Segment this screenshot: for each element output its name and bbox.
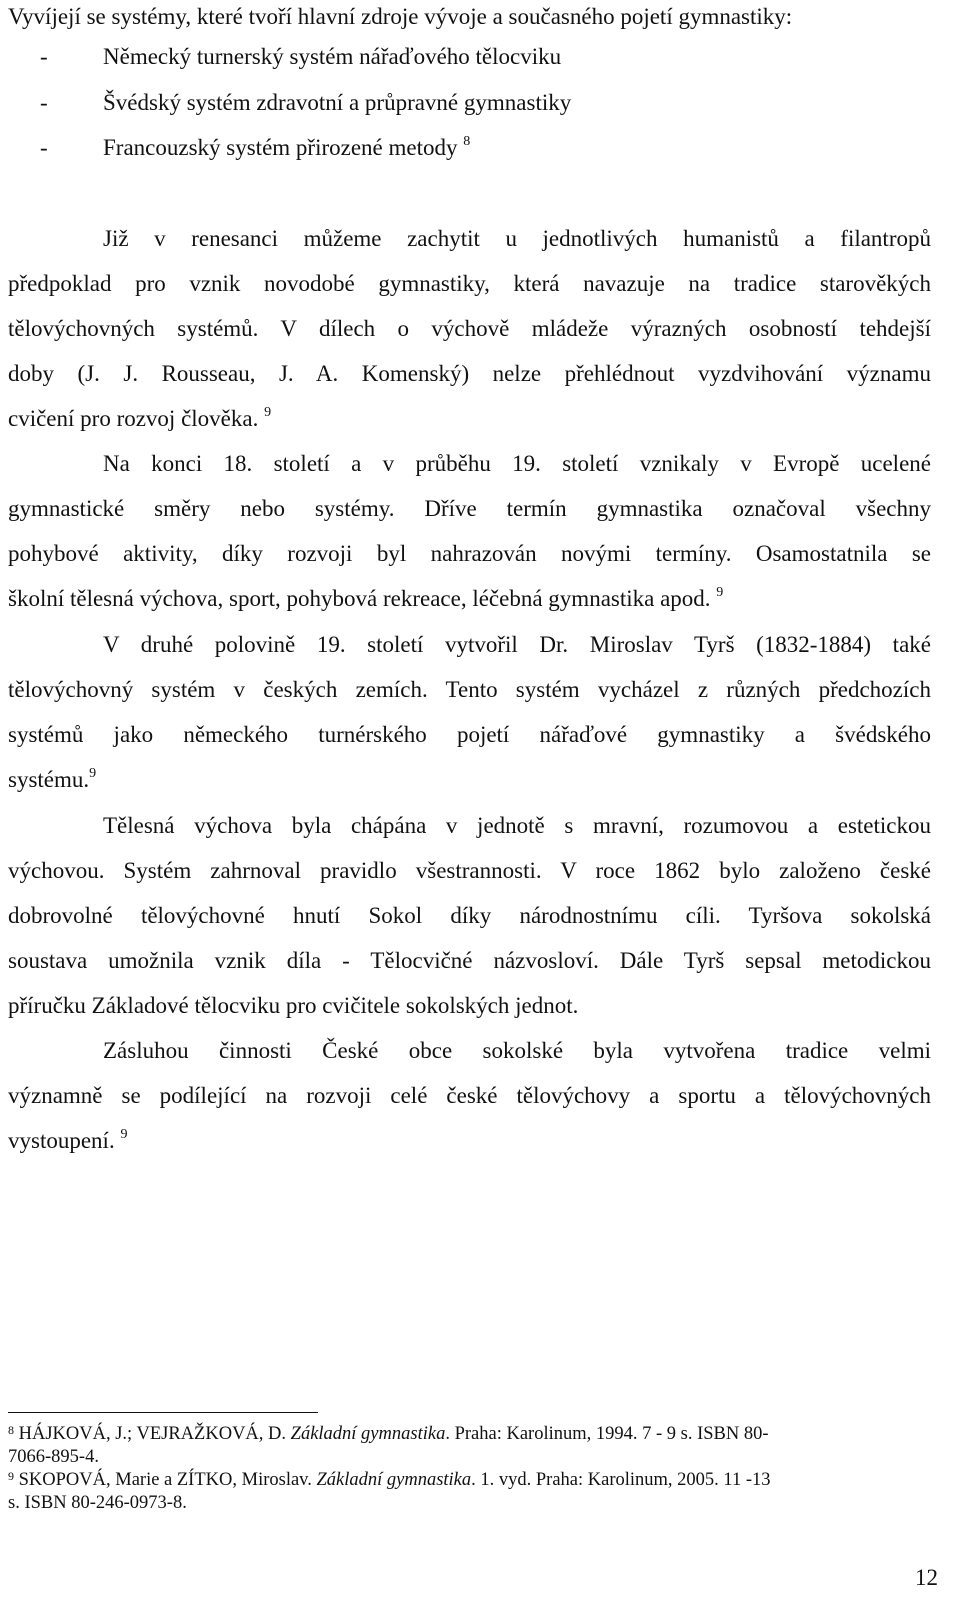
paragraph-line: Na konci 18. století a v průběhu 19. století vznikaly v Evropě ucelené bbox=[103, 451, 931, 476]
list-item-text: Švédský systém zdravotní a průpravné gymnastiky bbox=[103, 90, 572, 115]
footnote-ref: 8 bbox=[463, 134, 471, 149]
list-dash: - bbox=[40, 135, 48, 160]
paragraph-line: významně se podílející na rozvoji celé české tělovýchovy a sportu a tělovýchovných bbox=[8, 1083, 931, 1108]
footnote-text: SKOPOVÁ, Marie a ZÍTKO, Miroslav. bbox=[18, 1470, 317, 1490]
footnote-ref: 9 bbox=[264, 405, 272, 420]
footnote-9-continuation: s. ISBN 80-246-0973-8. bbox=[8, 1493, 187, 1513]
footnote-text: . 1. vyd. Praha: Karolinum, 2005. 11 -13 bbox=[471, 1470, 771, 1490]
paragraph-line: dobrovolné tělovýchovné hnutí Sokol díky národnostnímu cíli. Tyršova sokolská bbox=[8, 903, 931, 928]
paragraph-line: gymnastické směry nebo systémy. Dříve termín gymnastika označoval všechny bbox=[8, 496, 931, 521]
paragraph-line: výchovou. Systém zahrnoval pravidlo všestrannosti. V roce 1862 bylo založeno české bbox=[8, 858, 931, 883]
paragraph-line bbox=[8, 404, 271, 434]
list-item-text: Německý turnerský systém nářaďového tělocviku bbox=[103, 44, 562, 69]
paragraph-line: předpoklad pro vznik novodobé gymnastiky, která navazuje na tradice starověkých bbox=[8, 271, 931, 296]
paragraph-line: tělovýchovný systém v českých zemích. Tento systém vycházel z různých předchozích bbox=[8, 677, 931, 702]
page-number: 12 bbox=[915, 1565, 938, 1590]
paragraph-line: Tělesná výchova byla chápána v jednotě s mravní, rozumovou a estetickou bbox=[103, 813, 931, 838]
intro-line: Vyvíjejí se systémy, které tvoří hlavní zdroje vývoje a současného pojetí gymnastiky: bbox=[8, 4, 793, 29]
paragraph-line: doby (J. J. Rousseau, J. A. Komenský) nelze přehlédnout vyzdvihování významu bbox=[8, 361, 931, 386]
paragraph-line: Již v renesanci můžeme zachytit u jednotlivých humanistů a filantropů bbox=[103, 226, 931, 251]
footnote-8-continuation: 7066-895-4. bbox=[8, 1447, 99, 1467]
paragraph-line bbox=[8, 1126, 127, 1156]
paragraph-line-text: systému. bbox=[8, 767, 90, 792]
footnote-ref: 9 bbox=[120, 1127, 128, 1142]
paragraph-line: soustava umožnila vznik díla - Tělocvičné názvosloví. Dále Tyrš sepsal metodickou bbox=[8, 948, 931, 973]
footnote-number: 9 bbox=[8, 1469, 14, 1483]
paragraph-line: pohybové aktivity, díky rozvoji byl nahrazován novými termíny. Osamostatnila se bbox=[8, 541, 931, 566]
footnote-ref: 9 bbox=[716, 585, 724, 600]
paragraph-line: tělovýchovných systémů. V dílech o výchově mládeže výrazných osobností tehdejší bbox=[8, 316, 931, 341]
footnote-text: HÁJKOVÁ, J.; VEJRAŽKOVÁ, D. bbox=[18, 1424, 291, 1444]
paragraph-line: V druhé polovině 19. století vytvořil Dr. Miroslav Tyrš (1832-1884) také bbox=[103, 632, 931, 657]
footnote-ref: 9 bbox=[89, 766, 97, 781]
footnote-title: Základní gymnastika bbox=[290, 1424, 446, 1444]
paragraph-line-text: vystoupení. bbox=[8, 1128, 115, 1153]
footnote-number: 8 bbox=[8, 1423, 14, 1437]
paragraph-line: příručku Základové tělocviku pro cvičitele sokolských jednot. bbox=[8, 993, 579, 1018]
paragraph-line-text: školní tělesná výchova, sport, pohybová rekreace, léčebná gymnastika apod. bbox=[8, 586, 711, 611]
footnote-separator bbox=[8, 1412, 318, 1413]
paragraph-line bbox=[8, 584, 723, 614]
list-item-text: Francouzský systém přirozené metody bbox=[103, 135, 458, 160]
footnote-title: Základní gymnastika bbox=[316, 1470, 472, 1490]
paragraph-line bbox=[8, 765, 96, 795]
paragraph-line: Zásluhou činnosti České obce sokolské byla vytvořena tradice velmi bbox=[103, 1038, 931, 1063]
list-dash: - bbox=[40, 90, 48, 115]
footnote-8 bbox=[8, 1423, 769, 1445]
footnote-9 bbox=[8, 1469, 771, 1491]
list-dash: - bbox=[40, 44, 48, 69]
paragraph-line: systémů jako německého turnérského pojetí nářaďové gymnastiky a švédského bbox=[8, 722, 931, 747]
paragraph-line-text: cvičení pro rozvoj člověka. bbox=[8, 406, 259, 431]
footnote-text: . Praha: Karolinum, 1994. 7 - 9 s. ISBN 80- bbox=[445, 1424, 769, 1444]
